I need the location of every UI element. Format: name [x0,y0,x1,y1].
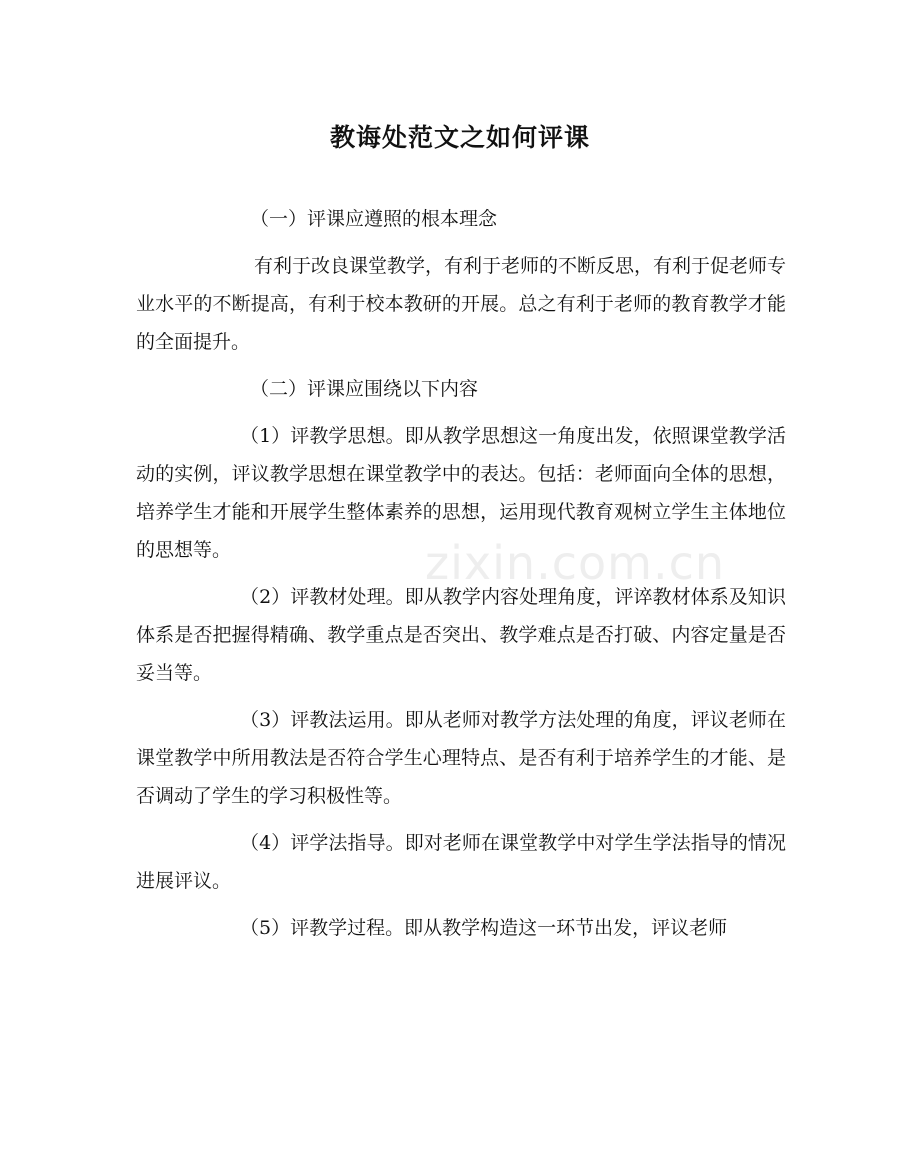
paragraph-item-3: （3）评教法运用。即从老师对教学方法处理的角度，评议老师在课堂教学中所用教法是否符合学生心理特点、是否有利于培养学生的才能、是否调动了学生的学习积极性等。 [136,709,786,807]
watermark: zixin.com.cn [425,536,726,590]
paragraph-item-5: （5）评教学过程。即从教学构造这一环节出发，评议老师 [240,917,728,939]
section-heading-1: （一）评课应遵照的根本理念 [250,208,498,230]
paragraph-item-1: （1）评教学思想。即从教学思想这一角度出发，依照课堂教学活动的实例，评议教学思想在课堂教学中的表达。包括：老师面向全体的思想，培养学生才能和开展学生整体素养的思想，运用现代教育观树立学生主体地位的思想等。 [136,425,786,561]
paragraph-item-4: （4）评学法指导。即对老师在课堂教学中对学生学法指导的情况进展评议。 [136,832,786,892]
paragraph-principles: 有利于改良课堂教学，有利于老师的不断反思，有利于促老师专业水平的不断提高，有利于校本教研的开展。总之有利于老师的教育教学才能的全面提升。 [136,255,787,353]
paragraph-item-2: （2）评教材处理。即从教学内容处理角度，评谇教材体系及知识体系是否把握得精确、教学重点是否突出、教学难点是否打破、内容定量是否妥当等。 [136,586,786,684]
document-title: 教诲处范文之如何评课 [329,123,590,152]
section-heading-2: （二）评课应围绕以下内容 [250,378,479,400]
document-body [136,200,786,956]
